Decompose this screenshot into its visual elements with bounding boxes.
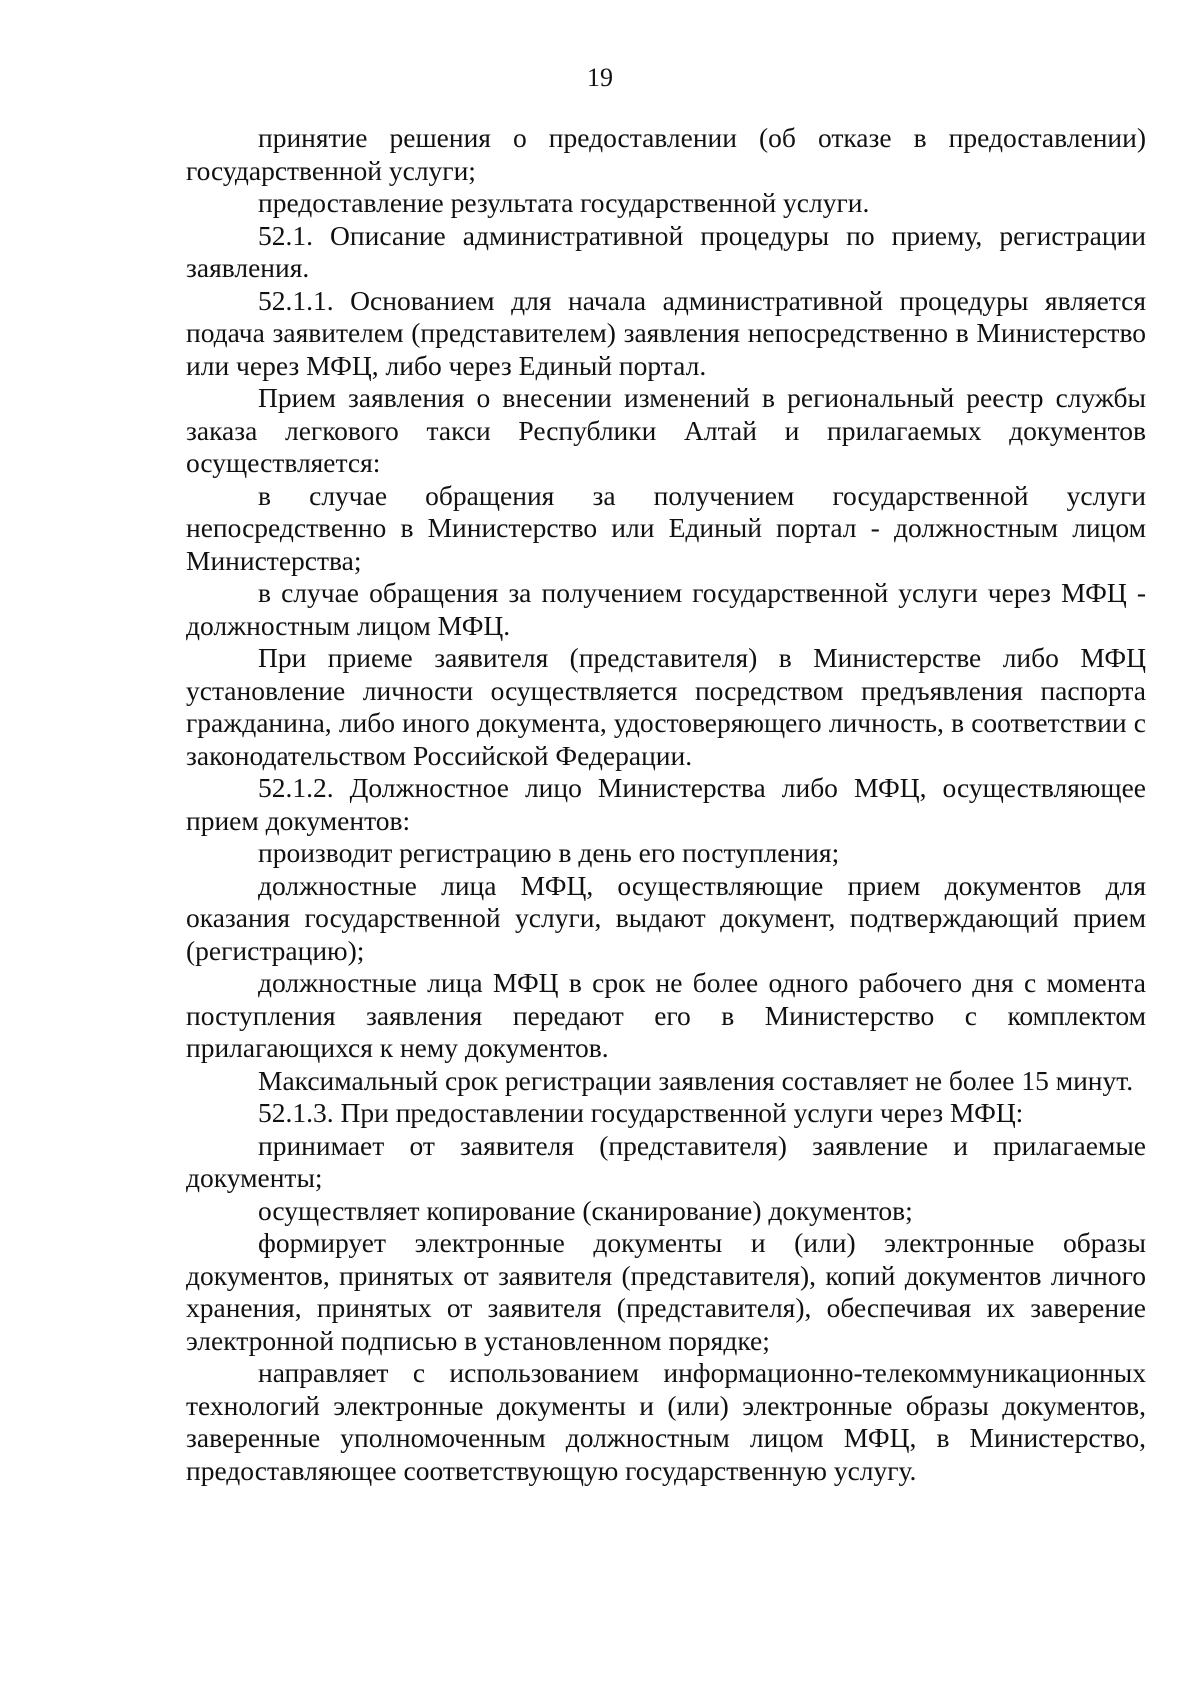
paragraph: 52.1.2. Должностное лицо Министерства либо МФЦ, осуществляющее прием документов: [186, 772, 1146, 836]
page-number: 19 [587, 63, 613, 92]
paragraph: в случае обращения за получением государственной услуги непосредственно в Министерство или Единый портал - должностным лицом Министерства; [186, 479, 1146, 576]
paragraph: осуществляет копирование (сканирование) документов; [258, 1194, 913, 1226]
paragraph: должностные лица МФЦ, осуществляющие прием документов для оказания государственной услуги, выдают документ, подтверждающий прием (регистрацию); [186, 869, 1146, 966]
paragraph: направляет с использованием информационно-телекоммуникационных технологий электронные документы и (или) электронные образы документов, заверенные уполномоченным должностным лицом МФЦ, в Министерство, предоставляющее соответствующую государственную услугу. [186, 1357, 1146, 1486]
paragraph: Максимальный срок регистрации заявления составляет не более 15 минут. [258, 1064, 1134, 1096]
paragraph: принятие решения о предоставлении (об отказе в предоставлении) государственной услуги; [186, 122, 1146, 186]
paragraph: Прием заявления о внесении изменений в региональный реестр службы заказа легкового такси Республики Алтай и прилагаемых документов осуществляется: [186, 382, 1146, 478]
paragraph: должностные лица МФЦ в срок не более одного рабочего дня с момента поступления заявления передают его в Министерство с комплектом прилагающихся к нему документов. [186, 967, 1146, 1063]
paragraph: в случае обращения за получением государственной услуги через МФЦ - должностным лицом МФЦ. [186, 577, 1146, 641]
paragraph: принимает от заявителя (представителя) заявление и прилагаемые документы; [186, 1129, 1146, 1193]
paragraph: формирует электронные документы и (или) электронные образы документов, принятых от заявителя (представителя), копий документов личного хранения, принятых от заявителя (представителя), обеспечивая их заверение электронной подписью в установленном порядке; [186, 1227, 1146, 1356]
paragraph: При приеме заявителя (представителя) в Министерстве либо МФЦ установление личности осуществляется посредством предъявления паспорта гражданина, либо иного документа, удостоверяющего личность, в соответствии с законодательством Российской Федерации. [186, 642, 1146, 771]
paragraph: 52.1.3. При предоставлении государственной услуги через МФЦ: [258, 1097, 1024, 1128]
paragraph: предоставление результата государственной услуги. [258, 187, 870, 218]
paragraph: 52.1. Описание административной процедуры по приему, регистрации заявления. [186, 219, 1146, 283]
document-body [186, 122, 1146, 1487]
paragraph: 52.1.1. Основанием для начала административной процедуры является подача заявителем (представителем) заявления непосредственно в Министерство или через МФЦ, либо через Единый портал. [186, 284, 1146, 381]
paragraph: производит регистрацию в день его поступления; [258, 837, 840, 868]
